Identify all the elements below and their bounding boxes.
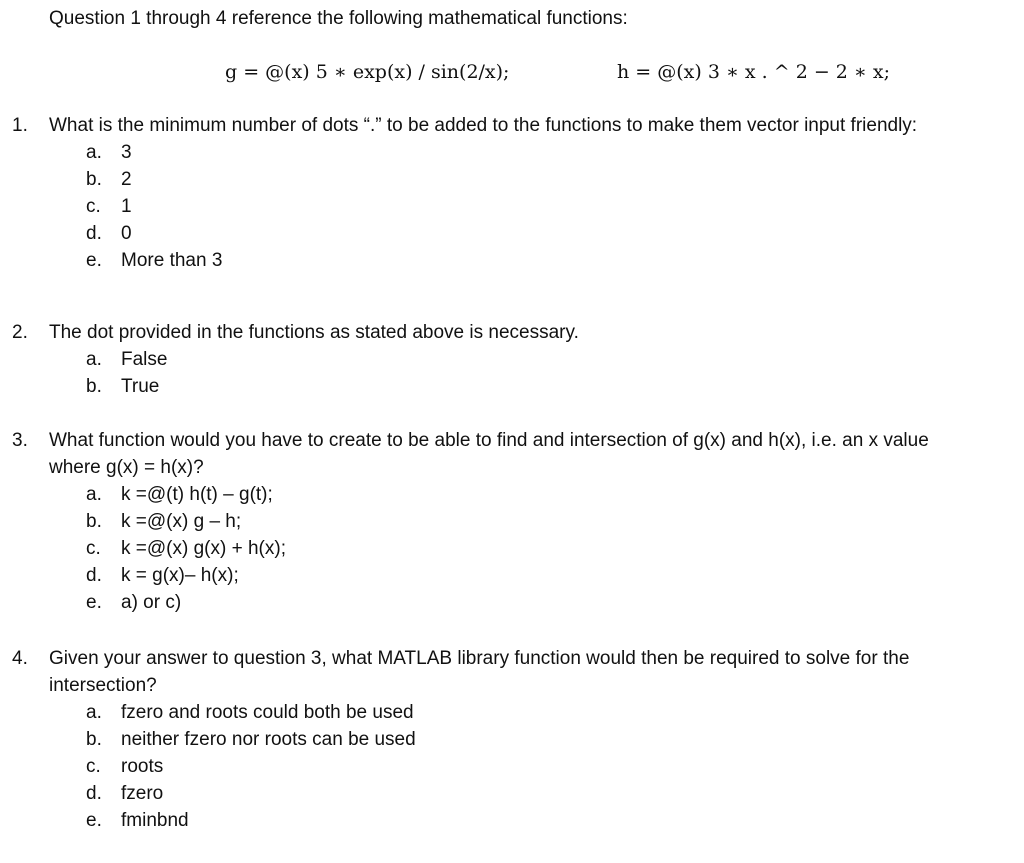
- option-letter: a.: [86, 142, 102, 163]
- question-text: What function would you have to create to be able to find and intersection of g(x) and h(x), i.e. an x value: [49, 430, 929, 451]
- option-letter: b.: [86, 169, 102, 190]
- option-letter: e.: [86, 810, 102, 831]
- formula-g: g = @(x) 5 ∗ exp(x) / sin(2/x);: [225, 61, 510, 83]
- option-text: k =@(t) h(t) – g(t);: [121, 484, 273, 505]
- option-item: [0, 193, 1024, 220]
- option-item: [0, 535, 1024, 562]
- question-3: [0, 427, 1024, 616]
- option-text: a) or c): [121, 592, 182, 613]
- option-item: [0, 589, 1024, 616]
- intro-text: Question 1 through 4 reference the following mathematical functions:: [49, 8, 628, 29]
- question-2: [0, 319, 1024, 400]
- option-letter: d.: [86, 565, 102, 586]
- option-letter: a.: [86, 349, 102, 370]
- option-text: roots: [121, 756, 164, 777]
- option-list: [0, 139, 1024, 274]
- question-number: 2.: [12, 322, 28, 343]
- option-text: 0: [121, 223, 132, 244]
- option-letter: c.: [86, 538, 101, 559]
- option-text: More than 3: [121, 250, 223, 271]
- option-text: fzero: [121, 783, 164, 804]
- option-text: 2: [121, 169, 132, 190]
- option-item: [0, 220, 1024, 247]
- question-4-line: [0, 645, 1024, 672]
- question-1: [0, 112, 1024, 274]
- question-text: Given your answer to question 3, what MATLAB library function would then be required to solve for the: [49, 648, 910, 669]
- option-item: [0, 346, 1024, 373]
- option-letter: b.: [86, 729, 102, 750]
- question-3-line: [0, 427, 1024, 454]
- option-item: [0, 373, 1024, 400]
- question-text-continued: intersection?: [49, 675, 157, 696]
- option-item: [0, 562, 1024, 589]
- question-1-line: [0, 112, 1024, 139]
- option-letter: a.: [86, 484, 102, 505]
- option-item: [0, 508, 1024, 535]
- option-list: [0, 346, 1024, 400]
- option-item: [0, 247, 1024, 274]
- formula-h: h = @(x) 3 ∗ x . ^ 2 − 2 ∗ x;: [617, 61, 890, 83]
- option-item: [0, 726, 1024, 753]
- option-letter: d.: [86, 223, 102, 244]
- option-item: [0, 807, 1024, 834]
- option-letter: e.: [86, 250, 102, 271]
- option-letter: b.: [86, 376, 102, 397]
- option-text: neither fzero nor roots can be used: [121, 729, 416, 750]
- option-item: [0, 481, 1024, 508]
- option-text: fzero and roots could both be used: [121, 702, 414, 723]
- option-letter: c.: [86, 756, 101, 777]
- option-item: [0, 699, 1024, 726]
- question-number: 3.: [12, 430, 28, 451]
- option-letter: e.: [86, 592, 102, 613]
- option-text: False: [121, 349, 168, 370]
- option-text: k = g(x)– h(x);: [121, 565, 239, 586]
- option-text: 1: [121, 196, 132, 217]
- option-item: [0, 166, 1024, 193]
- option-list: [0, 481, 1024, 616]
- option-text: k =@(x) g – h;: [121, 511, 242, 532]
- option-item: [0, 139, 1024, 166]
- option-letter: d.: [86, 783, 102, 804]
- option-item: [0, 780, 1024, 807]
- option-letter: a.: [86, 702, 102, 723]
- question-2-line: [0, 319, 1024, 346]
- question-text: The dot provided in the functions as stated above is necessary.: [49, 322, 579, 343]
- option-letter: c.: [86, 196, 101, 217]
- question-text: What is the minimum number of dots “.” to be added to the functions to make them vector input friendly:: [49, 115, 918, 136]
- question-4: [0, 645, 1024, 834]
- option-text: k =@(x) g(x) + h(x);: [121, 538, 286, 559]
- option-text: 3: [121, 142, 132, 163]
- question-number: 4.: [12, 648, 28, 669]
- question-number: 1.: [12, 115, 28, 136]
- option-text: True: [121, 376, 160, 397]
- option-item: [0, 753, 1024, 780]
- option-letter: b.: [86, 511, 102, 532]
- question-text-continued: where g(x) = h(x)?: [49, 457, 204, 478]
- option-list: [0, 699, 1024, 834]
- option-text: fminbnd: [121, 810, 189, 831]
